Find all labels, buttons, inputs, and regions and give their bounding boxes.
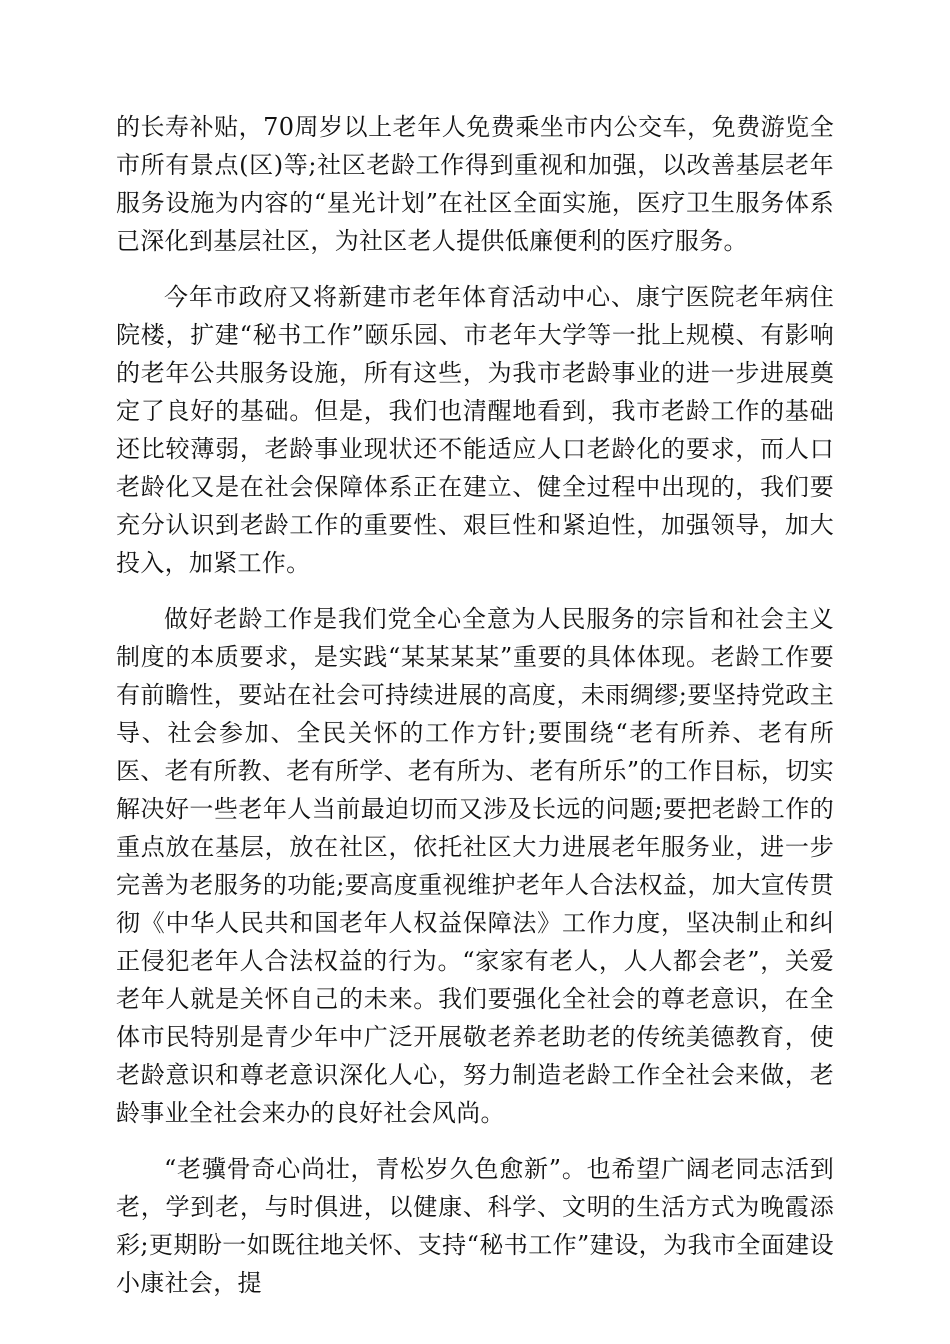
paragraph-4: “老骥骨奇心尚壮，青松岁久色愈新”。也希望广阔老同志活到老，学到老，与时俱进，以健康、科学、文明的生活方式为晚霞添彩;更期盼一如既往地关怀、支持“秘书工作”建设，为我市全面建设小康社会，提 xyxy=(116,1155,834,1297)
paragraph-1: 的长寿补贴，70周岁以上老年人免费乘坐市内公交车，免费游览全市所有景点(区)等;社区老龄工作得到重视和加强，以改善基层老年服务设施为内容的“星光计划”在社区全面实施，医疗卫生服务体系已深化到基层社区，为社区老人提供低廉便利的医疗服务。 xyxy=(116,113,834,255)
paragraph-3: 做好老龄工作是我们党全心全意为人民服务的宗旨和社会主义制度的本质要求，是实践“某某某某”重要的具体体现。老龄工作要有前瞻性，要站在社会可持续进展的高度，未雨绸缪;要坚持党政主导、社会参加、全民关怀的工作方针;要围绕“老有所养、老有所医、老有所教、老有所学、老有所为、老有所乐”的工作目标，切实解决好一些老年人当前最迫切而又涉及长远的问题;要把老龄工作的重点放在基层，放在社区，依托社区大力进展老年服务业，进一步完善为老服务的功能;要高度重视维护老年人合法权益，加大宣传贯彻《中华人民共和国老年人权益保障法》工作力度，坚决制止和纠正侵犯老年人合法权益的行为。“家家有老人，人人都会老”，关爱老年人就是关怀自己的未来。我们要强化全社会的尊老意识，在全体市民特别是青少年中广泛开展敬老养老助老的传统美德教育，使老龄意识和尊老意识深化人心，努力制造老龄工作全社会来做，老龄事业全社会来办的良好社会风尚。 xyxy=(116,605,834,1127)
document-body xyxy=(116,108,834,1302)
paragraph-2: 今年市政府又将新建市老年体育活动中心、康宁医院老年病住院楼，扩建“秘书工作”颐乐园、市老年大学等一批上规模、有影响的老年公共服务设施，所有这些，为我市老龄事业的进一步进展奠定了良好的基础。但是，我们也清醒地看到，我市老龄工作的基础还比较薄弱，老龄事业现状还不能适应人口老龄化的要求，而人口老龄化又是在社会保障体系正在建立、健全过程中出现的，我们要充分认识到老龄工作的重要性、艰巨性和紧迫性，加强领导，加大投入，加紧工作。 xyxy=(116,283,834,577)
